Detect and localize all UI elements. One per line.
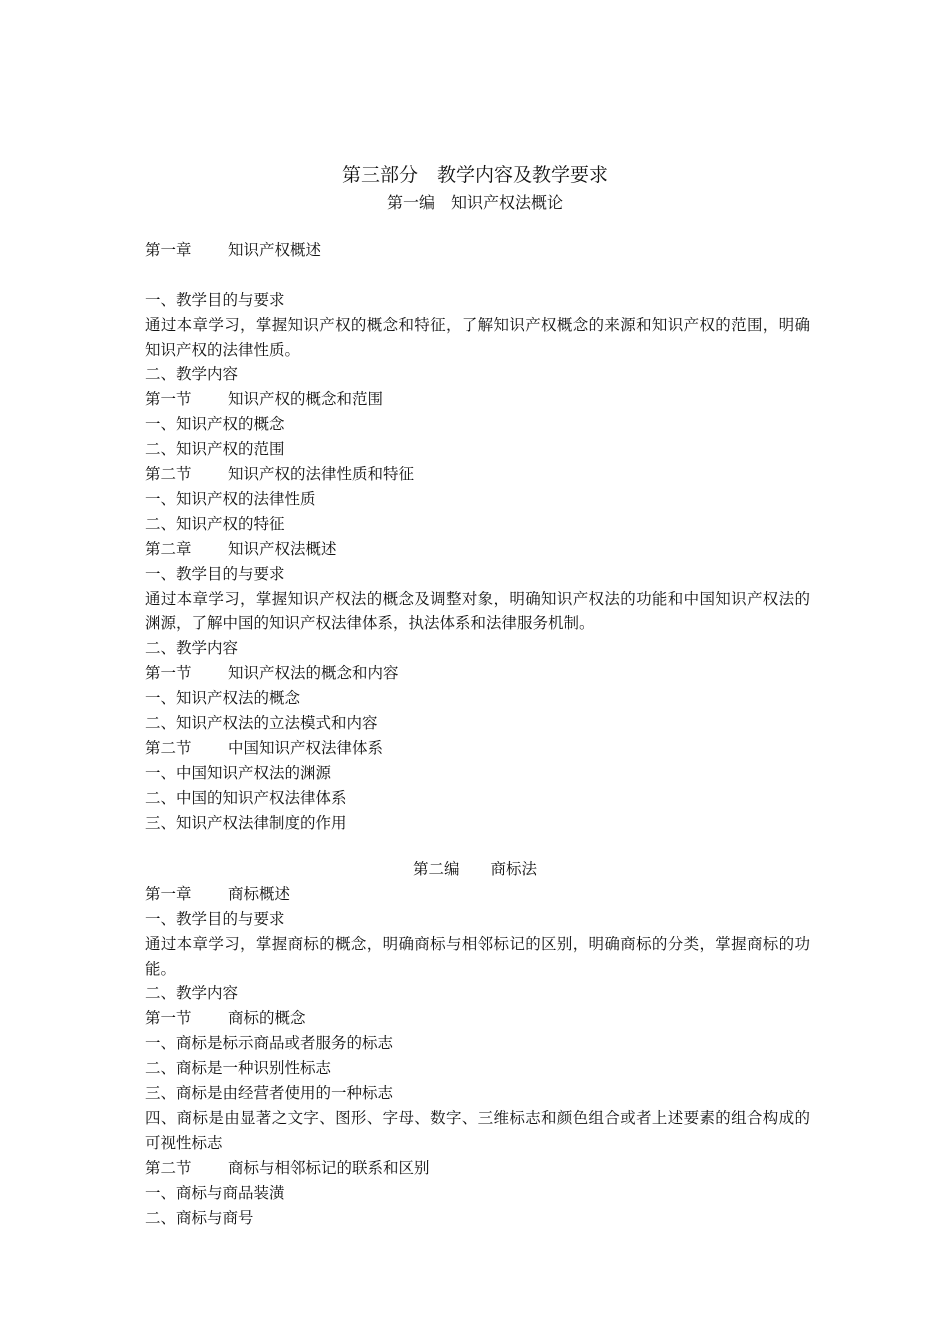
goal-heading: 一、教学目的与要求 — [145, 290, 285, 309]
chapter-heading — [145, 882, 810, 907]
section-heading — [145, 736, 810, 761]
chapter-number: 第二章 — [145, 539, 192, 558]
chapter-title: 知识产权法概述 — [228, 539, 337, 558]
section-number: 第二节 — [145, 738, 192, 757]
section-heading — [145, 661, 810, 686]
goal-paragraph: 通过本章学习，掌握商标的概念，明确商标与相邻标记的区别，明确商标的分类，掌握商标的功能。 — [145, 934, 810, 978]
part-title: 第三部分 教学内容及教学要求 — [341, 164, 608, 186]
chapter-heading — [145, 537, 810, 562]
goal-paragraph: 通过本章学习，掌握知识产权法的概念及调整对象，明确知识产权法的功能和中国知识产权法的渊源，了解中国的知识产权法律体系，执法体系和法律服务机制。 — [145, 589, 810, 633]
list-item: 二、知识产权的特征 — [145, 514, 285, 533]
section-title: 中国知识产权法律体系 — [228, 738, 384, 757]
section-heading — [145, 1006, 810, 1031]
list-item: 一、中国知识产权法的渊源 — [145, 763, 332, 782]
section-title: 知识产权的法律性质和特征 — [228, 465, 415, 484]
content-heading: 二、教学内容 — [145, 365, 239, 384]
list-item: 一、知识产权的法律性质 — [145, 489, 316, 508]
list-item: 二、知识产权法的立法模式和内容 — [145, 713, 378, 732]
goal-heading: 一、教学目的与要求 — [145, 564, 285, 583]
section-number: 第一节 — [145, 664, 192, 683]
list-item: 三、知识产权法律制度的作用 — [145, 813, 347, 832]
list-item: 二、商标与商号 — [145, 1208, 254, 1227]
section-number: 第二节 — [145, 1158, 192, 1177]
content-heading: 二、教学内容 — [145, 984, 239, 1003]
list-item: 一、商标是标示商品或者服务的标志 — [145, 1034, 394, 1053]
section-number: 第一节 — [145, 1009, 192, 1028]
part2-body — [145, 857, 810, 1230]
goal-heading: 一、教学目的与要求 — [145, 909, 285, 928]
section-title: 知识产权法的概念和内容 — [228, 664, 399, 683]
section-number: 第二节 — [145, 465, 192, 484]
part1-body — [145, 238, 810, 835]
content-heading: 二、教学内容 — [145, 639, 239, 658]
list-item: 二、商标是一种识别性标志 — [145, 1059, 332, 1078]
goal-paragraph: 通过本章学习，掌握知识产权的概念和特征，了解知识产权概念的来源和知识产权的范围，明确知识产权的法律性质。 — [145, 315, 810, 359]
chapter-title: 知识产权概述 — [228, 241, 322, 259]
chapter-title: 商标概述 — [228, 884, 291, 903]
chapter-number: 第一章 — [145, 241, 192, 259]
chapter-heading — [145, 238, 810, 263]
part1-title: 第一编 知识产权法概论 — [386, 193, 563, 212]
list-item: 四、商标是由显著之文字、图形、字母、数字、三维标志和颜色组合或者上述要素的组合构成的可视性标志 — [145, 1108, 810, 1152]
section-title: 商标与相邻标记的联系和区别 — [228, 1158, 430, 1177]
section-heading — [145, 387, 810, 412]
section-heading — [145, 462, 810, 487]
list-item: 一、知识产权的概念 — [145, 415, 285, 434]
blank-line — [145, 263, 810, 288]
section-title: 商标的概念 — [228, 1009, 306, 1028]
list-item: 二、中国的知识产权法律体系 — [145, 788, 347, 807]
section-number: 第一节 — [145, 390, 192, 409]
list-item: 一、知识产权法的概念 — [145, 689, 301, 708]
list-item: 二、知识产权的范围 — [145, 440, 285, 459]
section-heading — [145, 1156, 810, 1181]
list-item: 三、商标是由经营者使用的一种标志 — [145, 1084, 394, 1103]
part2-title: 第二编 商标法 — [412, 860, 537, 878]
chapter-number: 第一章 — [145, 884, 192, 903]
list-item: 一、商标与商品装潢 — [145, 1183, 285, 1202]
section-title: 知识产权的概念和范围 — [228, 390, 384, 409]
